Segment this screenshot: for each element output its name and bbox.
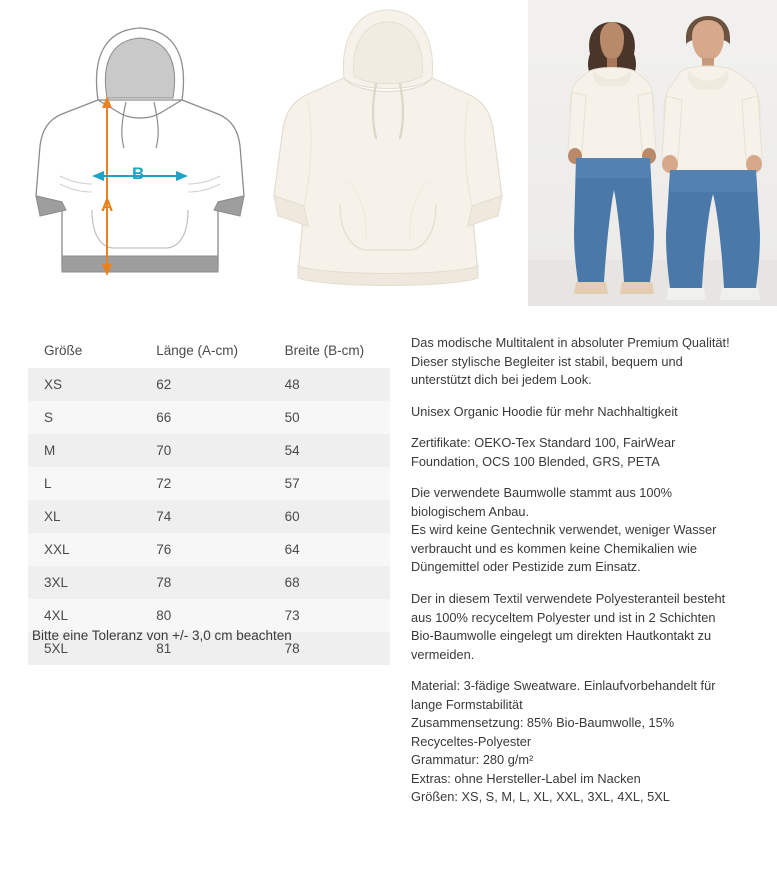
column-header-size: Größe (28, 333, 140, 368)
description-paragraph-10: Extras: ohne Hersteller-Label im Nacken (411, 770, 641, 786)
description-paragraph-8: Zusammensetzung: 85% Bio-Baumwolle, 15% Recyceltes-Polyester (411, 715, 675, 749)
cell-size: L (28, 467, 140, 500)
cell-size: XXL (28, 533, 140, 566)
description-paragraph-11: Größen: XS, S, M, L, XL, XXL, 3XL, 4XL, 5XL (411, 789, 670, 805)
column-header-length: Länge (A-cm) (140, 333, 268, 368)
description-paragraph-6: Der in diesem Textil verwendete Polyesteranteil besteht aus 100% recyceltem Polyester und ist in 2 Schichten Bio-Baumwolle eingelegt um direkten Hautkontakt zu vermeiden. (411, 591, 726, 662)
cell-width: 68 (269, 566, 390, 599)
product-image-row (0, 0, 777, 310)
lifestyle-photo-panel (528, 0, 777, 306)
cell-width: 73 (269, 599, 390, 632)
cell-size: S (28, 401, 140, 434)
cell-width: 48 (269, 368, 390, 401)
description-paragraph-4: Die verwendete Baumwolle stammt aus 100% biologischem Anbau. (411, 485, 673, 519)
description-paragraph-9: Grammatur: 280 g/m² (411, 752, 534, 768)
hoodie-product-icon (248, 0, 528, 310)
cell-width: 60 (269, 500, 390, 533)
cell-length: 81 (140, 632, 268, 665)
table-row (28, 533, 390, 566)
cell-width: 50 (269, 401, 390, 434)
cell-size: M (28, 434, 140, 467)
description-paragraph-1: Das modische Multitalent in absoluter Premium Qualität! Dieser stylische Begleiter ist stabil, bequem und unterstützt dich bei jedem Look. (411, 335, 730, 388)
table-row (28, 434, 390, 467)
table-row (28, 467, 390, 500)
product-photo-panel (248, 0, 528, 310)
models-wearing-hoodie-icon (528, 0, 777, 306)
cell-size: XS (28, 368, 140, 401)
cell-size: 3XL (28, 566, 140, 599)
measurement-label-a: A (101, 196, 114, 215)
size-table-header-row (28, 333, 390, 368)
size-table (28, 333, 390, 665)
description-paragraph-5: Es wird keine Gentechnik verwendet, weniger Wasser verbraucht und es kommen keine Chemikalien wie Düngemittel oder Pestizide zum Einsatz. (411, 522, 717, 575)
table-row (28, 401, 390, 434)
table-row (28, 500, 390, 533)
description-paragraph-3: Zertifikate: OEKO-Tex Standard 100, FairWear Foundation, OCS 100 Blended, GRS, PETA (411, 435, 676, 469)
cell-length: 74 (140, 500, 268, 533)
column-header-width: Breite (B-cm) (269, 333, 390, 368)
product-description (411, 334, 741, 807)
tolerance-note: Bitte eine Toleranz von +/- 3,0 cm beachten (32, 628, 292, 643)
cell-width: 54 (269, 434, 390, 467)
cell-length: 70 (140, 434, 268, 467)
cell-size: 5XL (28, 632, 140, 665)
cell-size: 4XL (28, 599, 140, 632)
description-paragraph-2: Unisex Organic Hoodie für mehr Nachhaltigkeit (411, 403, 678, 419)
table-row (28, 368, 390, 401)
cell-length: 78 (140, 566, 268, 599)
table-row (28, 566, 390, 599)
cell-length: 66 (140, 401, 268, 434)
cell-size: XL (28, 500, 140, 533)
measurement-label-b: B (132, 164, 145, 183)
cell-length: 72 (140, 467, 268, 500)
cell-length: 76 (140, 533, 268, 566)
cell-length: 62 (140, 368, 268, 401)
cell-width: 78 (269, 632, 390, 665)
cell-width: 57 (269, 467, 390, 500)
technical-drawing-hoodie-icon (0, 0, 248, 310)
description-paragraph-7: Material: 3-fädige Sweatware. Einlaufvorbehandelt für lange Formstabilität (411, 678, 716, 712)
cell-length: 80 (140, 599, 268, 632)
cell-width: 64 (269, 533, 390, 566)
technical-drawing-panel (0, 0, 248, 310)
